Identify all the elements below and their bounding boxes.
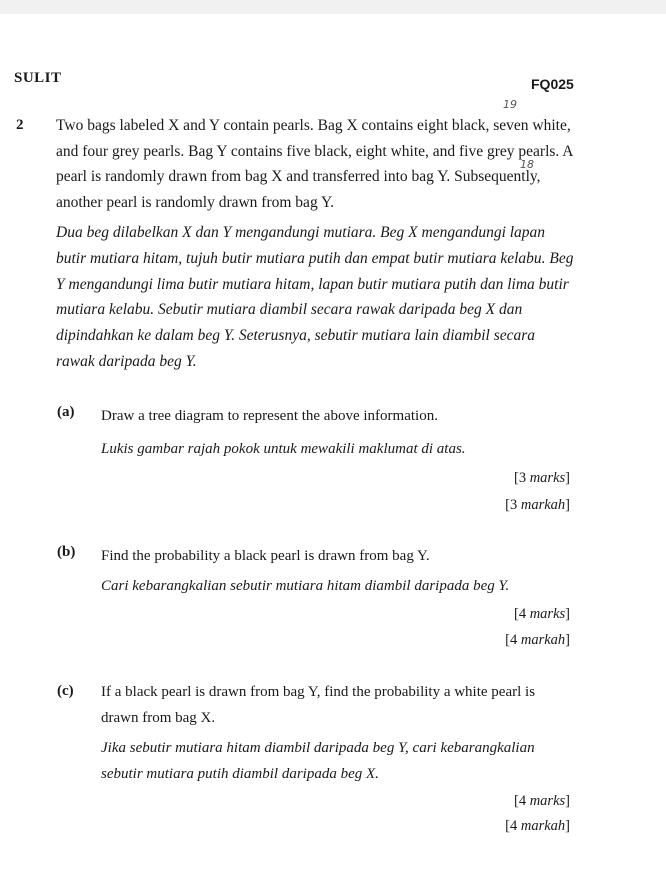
page-top-band (0, 0, 666, 14)
part-a-marks-malay: [3 markah] (505, 497, 570, 513)
part-b-marks-english: [4 marks] (513, 606, 570, 622)
part-a-marks-english: [3 marks] (513, 470, 570, 486)
handwritten-note-19: 19 (503, 98, 517, 111)
handwritten-note-18: 18 (520, 158, 534, 171)
part-c-marks-english: [4 marks] (513, 793, 570, 809)
question-text-english: Two bags labeled X and Y contain pearls. Bag X contains eight black, seven white, and four grey pearls. Bag Y contains five black, eight white, and five grey pearls. A pearl is randomly drawn from bag X and transferred into bag Y. Subsequently, another pearl is randomly drawn from bag Y. (56, 117, 573, 211)
part-b-label: (b) (57, 544, 76, 560)
header-classification: SULIT (14, 70, 62, 86)
part-c-label: (c) (57, 683, 74, 699)
question-number: 2 (16, 117, 24, 133)
part-c-malay: Jika sebutir mutiara hitam diambil daripada beg Y, cari kebarangkalian sebutir mutiara putih diambil daripada beg X. (101, 740, 535, 782)
part-a-label: (a) (57, 404, 75, 420)
part-b-english: Find the probability a black pearl is drawn from bag Y. (101, 548, 430, 564)
part-c-english: If a black pearl is drawn from bag Y, find the probability a white pearl is drawn from bag X. (101, 684, 536, 726)
question-text-malay: Dua beg dilabelkan X dan Y mengandungi mutiara. Beg X mengandungi lapan butir mutiara hitam, tujuh butir mutiara putih dan empat butir mutiara kelabu. Beg Y mengandungi lima butir mutiara hitam, lapan butir mutiara putih dan lima butir mutiara kelabu. Sebutir mutiara diambil secara rawak daripada beg X dan dipindahkan ke dalam beg Y. Seterusnya, sebutir mutiara lain diambil secara rawak daripada beg Y. (56, 224, 574, 370)
part-b-marks-malay: [4 markah] (505, 632, 570, 648)
part-a-malay: Lukis gambar rajah pokok untuk mewakili maklumat di atas. (101, 441, 466, 457)
header-code: FQ025 (531, 76, 574, 92)
part-b-malay: Cari kebarangkalian sebutir mutiara hitam diambil daripada beg Y. (101, 578, 510, 594)
part-a-english: Draw a tree diagram to represent the above information. (101, 408, 438, 424)
part-c-marks-malay: [4 markah] (505, 818, 570, 834)
